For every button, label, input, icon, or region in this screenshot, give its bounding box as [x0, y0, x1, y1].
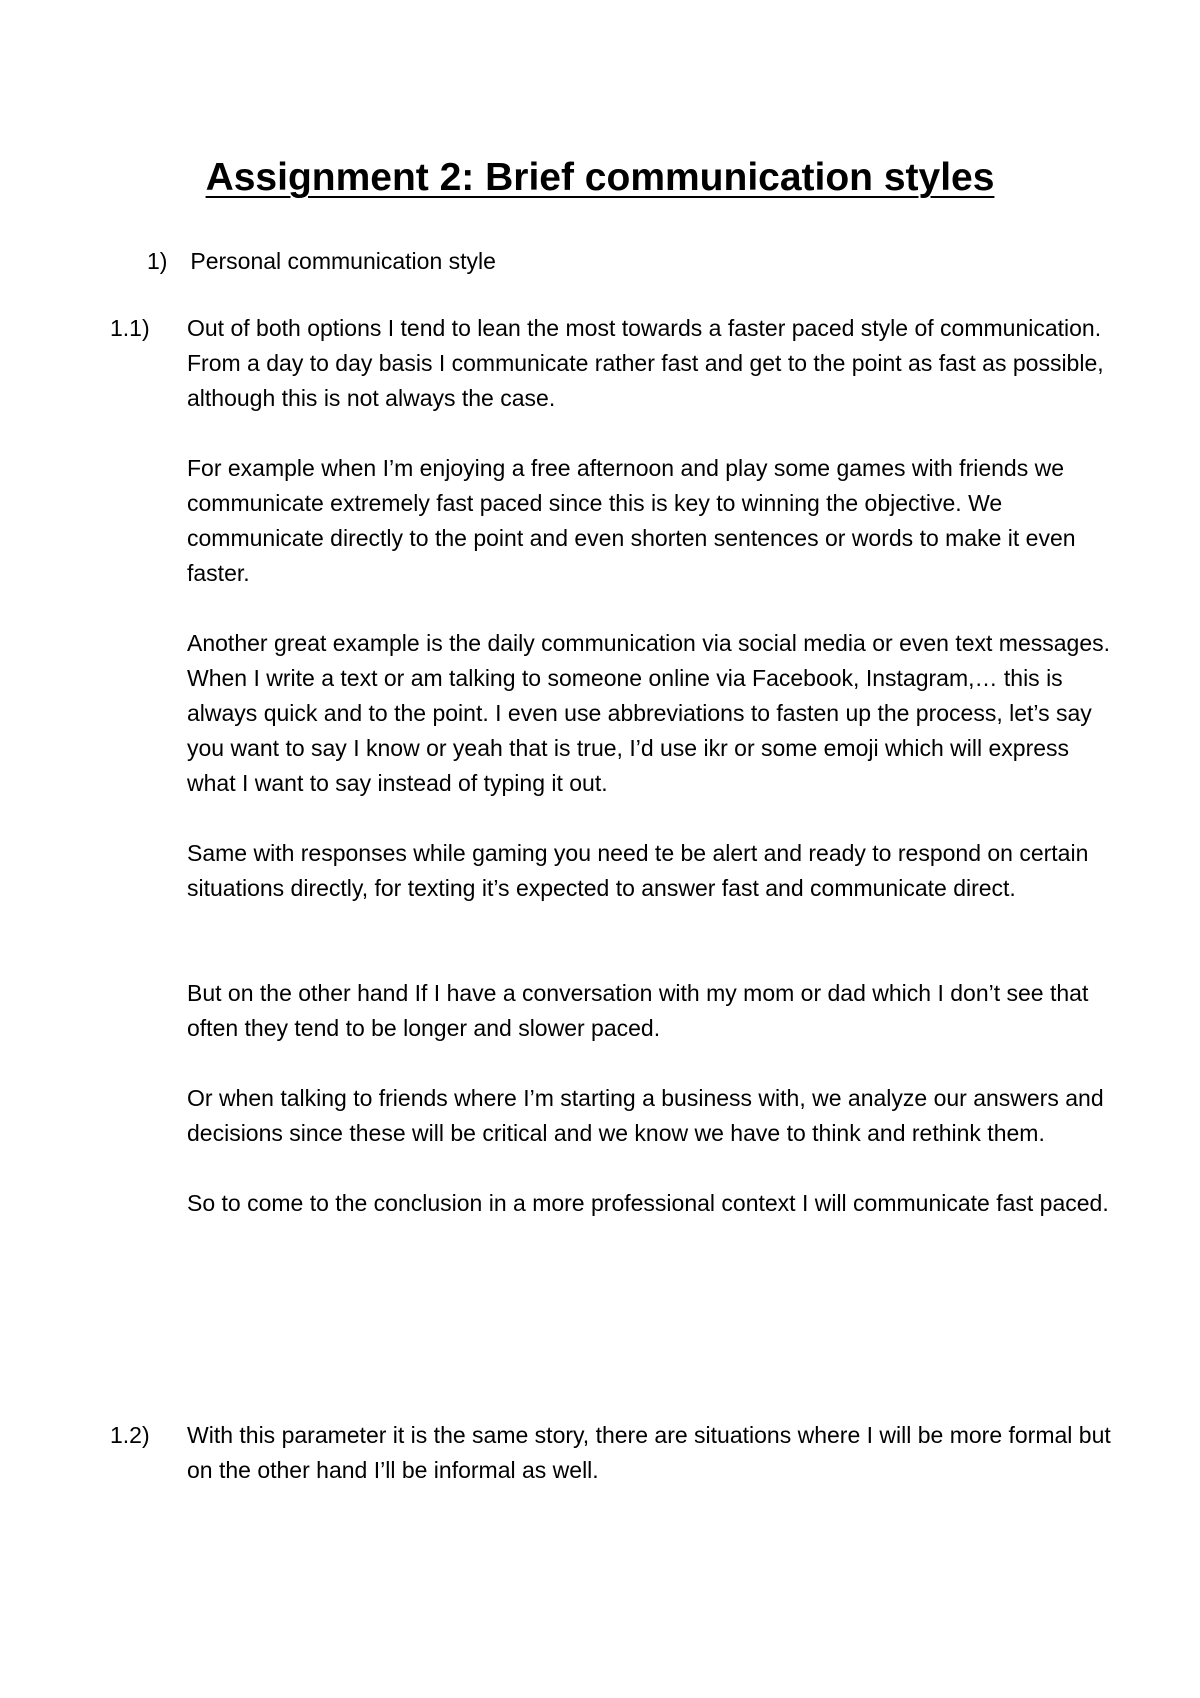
- paragraph: With this parameter it is the same story, there are situations where I will be more formal but on the other hand I’ll be informal as well.: [187, 1422, 1111, 1483]
- item-content: [187, 311, 1112, 1221]
- paragraph: Out of both options I tend to lean the most towards a faster paced style of communication. From a day to day basis I communicate rather fast and get to the point as fast as possible, although this is not always the case.: [187, 315, 1104, 411]
- section-label: Personal communication style: [190, 248, 496, 274]
- item-number: 1.2): [110, 1422, 150, 1448]
- section-heading: [147, 245, 496, 277]
- document-title: Assignment 2: Brief communication styles: [205, 156, 995, 199]
- paragraph: So to come to the conclusion in a more professional context I will communicate fast paced.: [187, 1190, 1109, 1216]
- paragraph: Or when talking to friends where I’m starting a business with, we analyze our answers and decisions since these will be critical and we know we have to think and rethink them.: [187, 1085, 1104, 1146]
- paragraph: For example when I’m enjoying a free afternoon and play some games with friends we communicate extremely fast paced since this is key to winning the objective. We communicate directly to the point and even shorten sentences or words to make it even faster.: [187, 455, 1076, 586]
- section-number: 1): [147, 248, 168, 274]
- paragraph: Another great example is the daily communication via social media or even text messages. When I write a text or am talking to someone online via Facebook, Instagram,… this is always quick and to the point. I even use abbreviations to fasten up the process, let’s say you want to say I know or yeah that is true, I’d use ikr or some emoji which will express what I want to say instead of typing it out.: [187, 630, 1111, 796]
- paragraph: But on the other hand If I have a conversation with my mom or dad which I don’t see that often they tend to be longer and slower paced.: [187, 980, 1089, 1041]
- paragraph: Same with responses while gaming you need te be alert and ready to respond on certain situations directly, for texting it’s expected to answer fast and communicate direct.: [187, 840, 1089, 901]
- item-content: [187, 1418, 1112, 1488]
- item-number: 1.1): [110, 315, 150, 341]
